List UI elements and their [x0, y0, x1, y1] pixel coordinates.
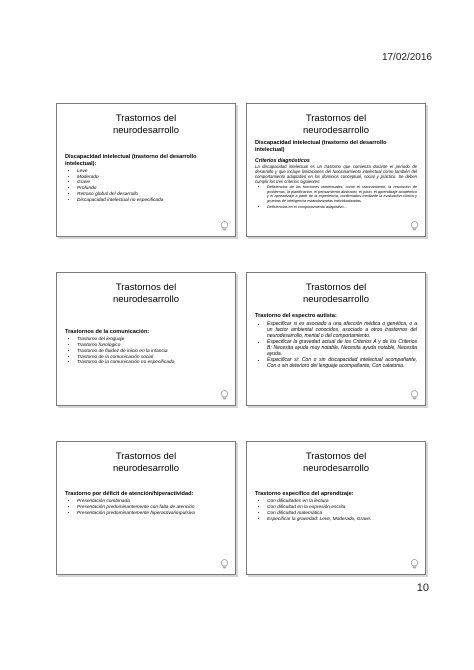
slide-title-line2: neurodesarrollo: [302, 124, 369, 136]
bullet-item: • Deficiencias en el comportamiento adaptativo…: [267, 205, 417, 210]
slide-title: [57, 113, 235, 136]
slide-6: [246, 441, 426, 575]
slide-body: [255, 491, 417, 522]
bullet-list: [255, 185, 417, 210]
slide-title-line2: neurodesarrollo: [112, 124, 179, 136]
lightbulb-logo-icon: [410, 390, 419, 400]
bullet-item: • Especificar si: Con o sin discapacidad intelectual acompañante, Con o sin deterioro del lenguaje acompañante, Con catatonia.: [267, 357, 417, 369]
slide-title: [247, 113, 425, 136]
slide-heading: Discapacidad intelectual (trastorno del desarrollo intelectual): [255, 140, 387, 153]
slide-title-line1: Trastornos del: [305, 282, 367, 293]
slide-heading: Trastornos de la comunicación:: [65, 329, 150, 335]
bullet-item: • Presentación predominantemente hiperactiva/impulsiva: [77, 511, 227, 517]
slide-5: [56, 441, 236, 575]
slide-body: [255, 140, 417, 210]
slide-body: [65, 329, 227, 366]
bullet-item: • Deficiencias de las funciones intelectuales, como el razonamiento, la resolución de problemas, la planificación, el pensamiento abstracto, el juicio, el aprendizaje académico y el aprendizaje a partir de la experiencia, confirmados mediante la evaluación clínica y pruebas de inteligencia estandarizadas individualizadas.: [267, 185, 417, 203]
document-date: 17/02/2016: [381, 52, 432, 63]
bullet-item: • Leve: [77, 169, 227, 175]
bullet-item: • Profundo: [77, 186, 227, 192]
bullet-item: • Trastorno de la comunicación no especificado: [77, 360, 227, 366]
slide-body: [65, 154, 227, 204]
bullet-list: [65, 169, 227, 204]
bullet-item: • Trastorno de fluidez de inicio en la infancia: [77, 349, 227, 355]
bullet-list: [255, 321, 417, 370]
slide-title-line1: Trastornos del: [305, 113, 367, 124]
slide-title-line1: Trastornos del: [115, 451, 177, 462]
slide-heading: Trastorno específico del aprendizaje:: [255, 491, 354, 497]
lightbulb-logo-icon: [410, 559, 419, 569]
bullet-item: • Con dificultades en la lectura: [267, 499, 417, 505]
bullet-item: • Discapacidad intelectual no especificada: [77, 198, 227, 204]
slide-title-line2: neurodesarrollo: [112, 293, 179, 305]
slide-title-line2: neurodesarrollo: [302, 293, 369, 305]
slide-title-line1: Trastornos del: [115, 282, 177, 293]
slide-heading: Discapacidad intelectual (trastorno del desarrollo intelectual):: [65, 154, 197, 167]
slide-title-line1: Trastornos del: [305, 451, 367, 462]
slide-2: [246, 103, 426, 237]
bullet-item: • Especificar si es asociado a una afección médica o genética, o a un factor ambiental conocidos, asociado a otros trastornos del neurodesarrollo, mental o del comportamiento.: [267, 321, 417, 339]
bullet-item: • Especificar la gravedad: Leve, Moderado, Grave.: [267, 517, 417, 523]
lightbulb-logo-icon: [220, 390, 229, 400]
bullet-list: [65, 499, 227, 517]
slide-body: [65, 491, 227, 517]
slide-body: [255, 313, 417, 370]
bullet-item: • Grave: [77, 180, 227, 186]
slide-title-line2: neurodesarrollo: [302, 462, 369, 474]
slide-subheading: Criterios diagnósticos: [255, 157, 310, 164]
lightbulb-logo-icon: [220, 221, 229, 231]
lightbulb-logo-icon: [220, 559, 229, 569]
bullet-item: • Moderado: [77, 175, 227, 181]
bullet-list: [65, 337, 227, 367]
slide-title: [57, 451, 235, 474]
bullet-item: • Presentación combinada: [77, 499, 227, 505]
bullet-item: • Trastorno fonológico: [77, 343, 227, 349]
bullet-item: • Con dificultad en la expresión escrita: [267, 505, 417, 511]
slide-heading: Trastorno del espectro autista:: [255, 313, 337, 319]
slide-1: [56, 103, 236, 237]
slide-3: [56, 272, 236, 406]
lightbulb-logo-icon: [410, 221, 419, 231]
bullet-item: • Trastorno del lenguaje: [77, 337, 227, 343]
bullet-item: • Trastorno de la comunicación social: [77, 355, 227, 361]
slide-title-line2: neurodesarrollo: [112, 462, 179, 474]
slide-4: [246, 272, 426, 406]
slide-title: [57, 282, 235, 305]
bullet-item: • Retraso global del desarrollo: [77, 192, 227, 198]
slide-heading: Trastorno por déficit de atención/hiperactividad:: [65, 491, 194, 497]
slide-title-line1: Trastornos del: [115, 113, 177, 124]
bullet-item: • Especificar la gravedad actual de los Criterios A y de los Criterios B: Necesita ayuda muy notable, Necesita ayuda notable, Necesita ayuda.: [267, 339, 417, 357]
slide-title: [247, 451, 425, 474]
bullet-item: • Presentación predominantemente con falta de atención: [77, 505, 227, 511]
bullet-list: [255, 499, 417, 523]
slide-title: [247, 282, 425, 305]
page-number: 10: [416, 582, 429, 594]
slide-paragraph: La discapacidad intelectual es un trastorno que comienza durante el período de desarrollo y que incluye limitaciones del funcionamiento intelectual como también del comportamiento adaptativo en los dominios conceptual, social y práctico. Se deben cumplir los tres criterios siguientes:: [255, 164, 417, 184]
bullet-item: • Con dificultad matemática: [267, 511, 417, 517]
